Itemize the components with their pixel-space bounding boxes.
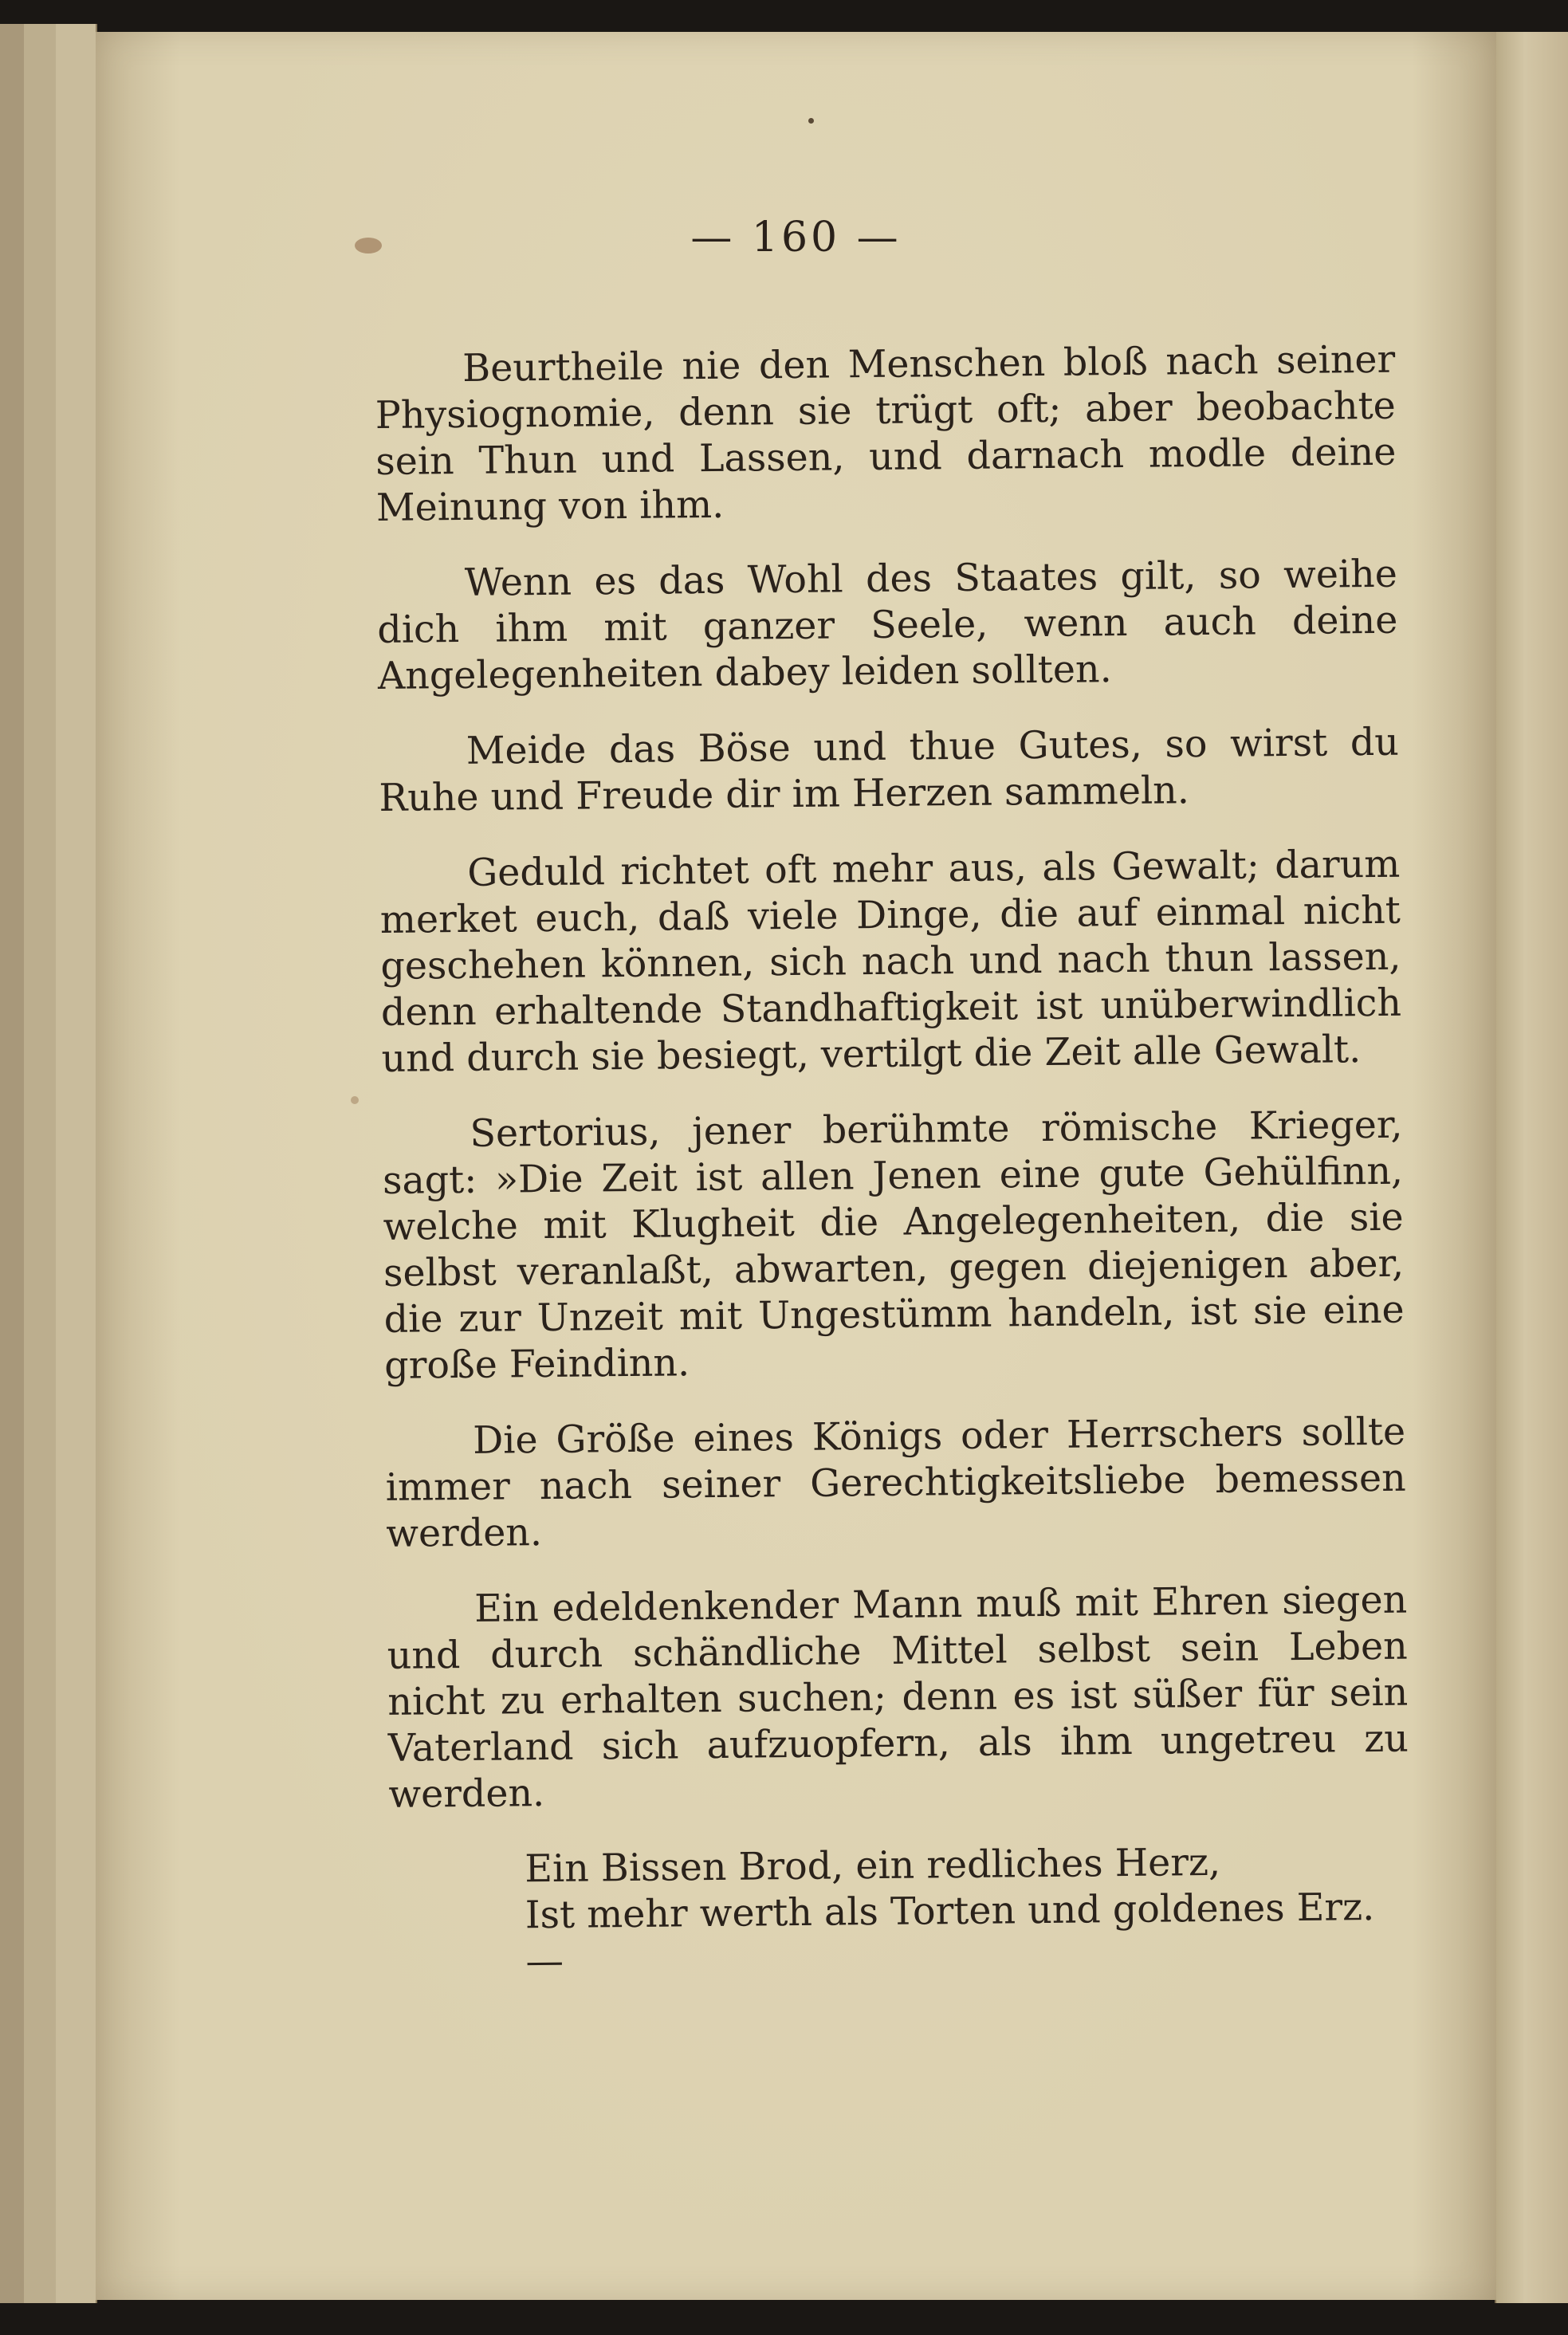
book-page [96, 32, 1496, 2300]
paragraph-geduld: Geduld richtet oft mehr aus, als Gewalt; darum merket euch, daß viele Dinge, die auf einmal nicht geschehen können, sich nach und nach thun lassen, denn erhaltende Standhaftigkeit ist unüberwindlich und durch sie besiegt, vertilgt die Zeit alle Gewalt. [379, 842, 1402, 1081]
ink-speck [808, 118, 814, 124]
page-edge [56, 24, 97, 2303]
paragraph-koenig: Die Größe eines Königs oder Herrschers sollte immer nach seiner Gerechtigkeitsliebe bemessen werden. [385, 1409, 1406, 1556]
page-edge [24, 24, 57, 2303]
verse-line: Ein Bissen Brod, ein redliches Herz, [525, 1840, 1221, 1892]
page-body [375, 337, 1411, 1987]
facing-page-edge [1495, 32, 1568, 2303]
paper-stain [351, 1096, 359, 1104]
page-number: — 160 — [690, 214, 902, 261]
verse-line: Ist mehr werth als Torten und goldenes Erz. — [525, 1885, 1375, 1984]
paragraph-physiognomie: Beurtheile nie den Menschen bloß nach seiner Physiognomie, denn sie trügt oft; aber beobachte sein Thun und Lassen, und darnach modle deine Meinung von ihm. [375, 337, 1397, 530]
paragraph-boese: Meide das Böse und thue Gutes, so wirst du Ruhe und Freude dir im Herzen sammeln. [379, 720, 1400, 820]
verse-couplet [389, 1838, 1411, 1987]
paragraph-staat: Wenn es das Wohl des Staates gilt, so weihe dich ihm mit ganzer Seele, wenn auch deine Angelegenheiten dabey leiden sollten. [377, 552, 1398, 698]
paragraph-edeldenkender-mann: Ein edeldenkender Mann muß mit Ehren siegen und durch schändliche Mittel selbst sein Leben nicht zu erhalten suchen; denn es ist süßer für sein Vaterland sich aufzuopfern, als ihm ungetreu zu werden. [387, 1578, 1409, 1817]
page-edge [0, 24, 26, 2303]
paragraph-sertorius: Sertorius, jener berühmte römische Krieger, sagt: »Die Zeit ist allen Jenen eine gute Gehülfinn, welche mit Klugheit die Angelegenheiten, die sie selbst veranlaßt, abwarten, gegen diejenigen aber, die zur Unzeit mit Ungestümm handeln, ist sie eine große Feindinn. [382, 1103, 1405, 1388]
